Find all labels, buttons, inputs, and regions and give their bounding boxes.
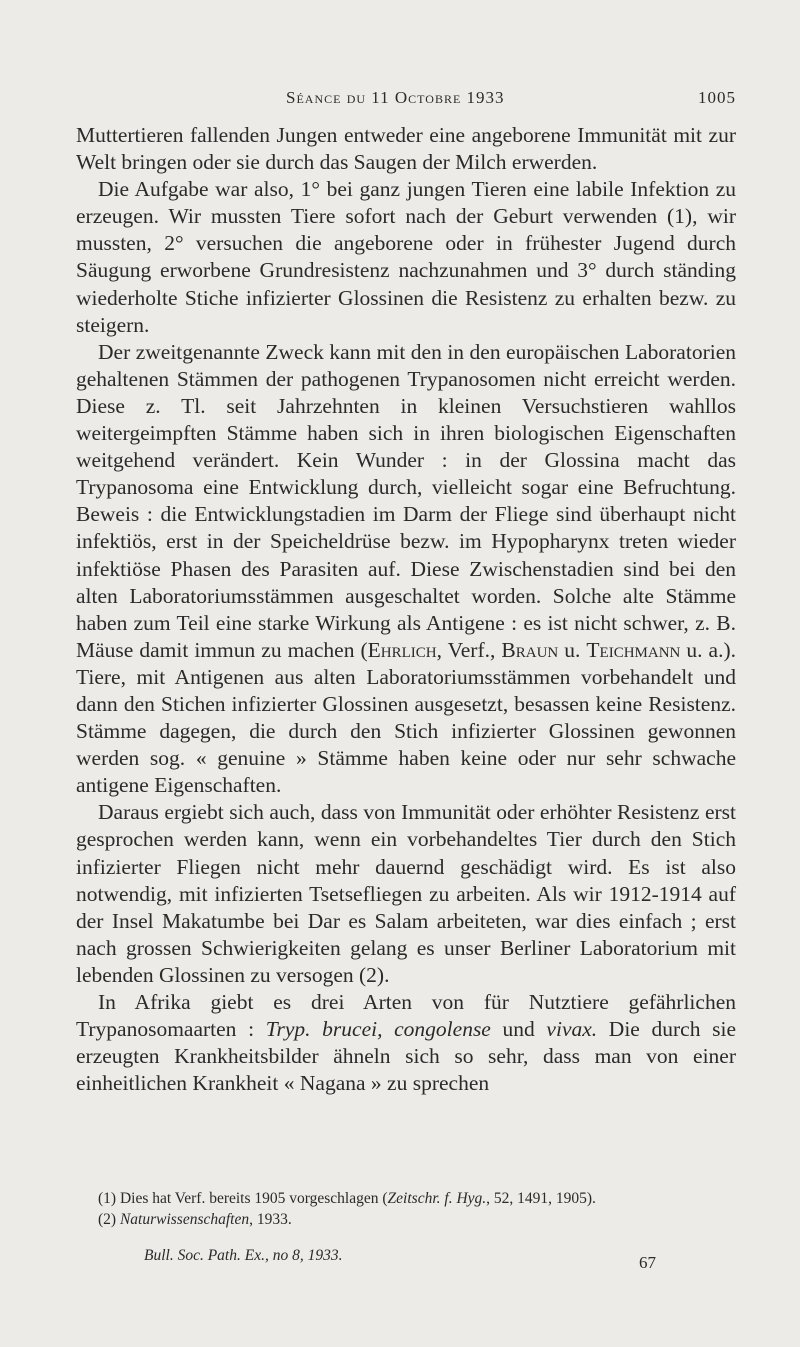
footnote-1-text-b: , 52, 1491, 1905). [486, 1190, 596, 1207]
author-name-ehrlich: Ehrlich [367, 637, 437, 662]
footnote-2 [76, 1209, 736, 1230]
body-text [76, 122, 736, 1097]
paragraph-3-text-a: Der zweitgenannte Zweck kann mit den in den europäischen Laboratorien gehaltenen Stämmen der pathogenen Trypanosomen nicht erreicht werden. Diese z. Tl. seit Jahrzehnten in kleinen Versuchstieren wahllos weitergeimpften Stämme haben sich in ihren biologischen Eigenschaften weitgehend verändert. Kein Wunder : in der Glossina macht das Trypanosoma eine Entwicklung durch, vielleicht sogar eine Befruchtung. Beweis : die Entwicklungstadien im Darm der Fliege sind überhaupt nicht infektiös, erst in der Speicheldrüse bezw. im Hypopharynx treten wieder infektiöse Phasen des Parasiten auf. Diese Zwischenstadien sind bei den alten Laboratoriumsstämmen ausgeschaltet worden. Solche alte Stämme haben zum Teil eine starke Wirkung als Antigene : es ist nicht schwer, z. B. Mäuse damit immun zu machen ( [76, 339, 736, 662]
author-name-braun: Braun [501, 637, 559, 662]
footnote-1-journal: Zeitschr. f. Hyg. [387, 1190, 487, 1207]
paragraph-3-text-b: u. a.). Tiere, mit Antigenen aus alten Laboratoriumsstämmen vorbehandelt und dann den Stichen infizierter Glossinen ausgesetzt, besassen keine Resistenz. Stämme dagegen, die durch den Stich infizierter Glossinen gewonnen werden sog. « genuine » Stämme haben keine oder nur sehr schwache antigene Eigenschaften. [76, 637, 736, 798]
species-vivax: vivax. [546, 1017, 598, 1042]
running-title: Séance du 11 Octobre 1933 [286, 88, 505, 107]
footnote-1-text-a: (1) Dies hat Verf. bereits 1905 vorgeschlagen ( [98, 1190, 388, 1207]
footnote-2-journal: Naturwissenschaften [119, 1211, 250, 1228]
paragraph-5 [76, 989, 736, 1097]
footnotes [76, 1188, 736, 1230]
signature-mark: 67 [639, 1253, 656, 1272]
page-number: 1005 [698, 88, 736, 107]
footnote-2-text-b: , 1933. [249, 1211, 292, 1228]
paragraph-5-text-a: In Afrika giebt es drei Arten von für Nutztiere gefährlichen Trypanosomaarten : [76, 990, 736, 1042]
author-name-teichmann: Teichmann [586, 637, 681, 662]
footnote-2-text-a: (2) [98, 1211, 120, 1228]
paragraph-4: Daraus ergiebt sich auch, dass von Immunität oder erhöhter Resistenz erst gesprochen werden kann, wenn ein vorbehandeltes Tier durch den Stich infizierter Fliegen nicht mehr dauernd geschädigt wird. Es ist also notwendig, mit infizierten Tsetsefliegen zu arbeiten. Als wir 1912-1914 auf der Insel Makatumbe bei Dar es Salam arbeiteten, war dies einfach ; erst nach grossen Schwierigkeiten gelang es unser Berliner Laboratorium mit lebenden Glossinen zu versogen (2). [76, 800, 736, 987]
paragraph-3-text-mid2: u. [558, 637, 587, 662]
bulletin-reference: Bull. Soc. Path. Ex., no 8, 1933. [144, 1247, 343, 1264]
paragraph-1: Muttertieren fallenden Jungen entweder eine angeborene Immunität mit zur Welt bringen oder sie durch das Saugen der Milch erwerden. [76, 123, 736, 175]
species-names: Tryp. brucei, congolense [265, 1017, 491, 1042]
paragraph-3 [76, 339, 736, 800]
paragraph-3-text-mid1: , Verf., [436, 637, 502, 662]
paragraph-5-text-b: Die durch sie erzeugten Krankheitsbilder ähneln sich so sehr, dass man von einer einheitlichen Krankheit « Nagana » zu sprechen [76, 1017, 736, 1096]
footnote-1 [76, 1188, 736, 1209]
paragraph-2: Die Aufgabe war also, 1° bei ganz jungen Tieren eine labile Infektion zu erzeugen. Wir mussten Tiere sofort nach der Geburt verwenden (1), wir mussten, 2° versuchen die angeborene oder in frühester Jugend durch Säugung erworbene Grundresistenz nachzunahmen und 3° durch ständing wiederholte Stiche infizierter Glossinen die Resistenz zu erhalten bezw. zu steigern. [76, 177, 736, 337]
paragraph-5-text-mid: und [490, 1017, 547, 1042]
